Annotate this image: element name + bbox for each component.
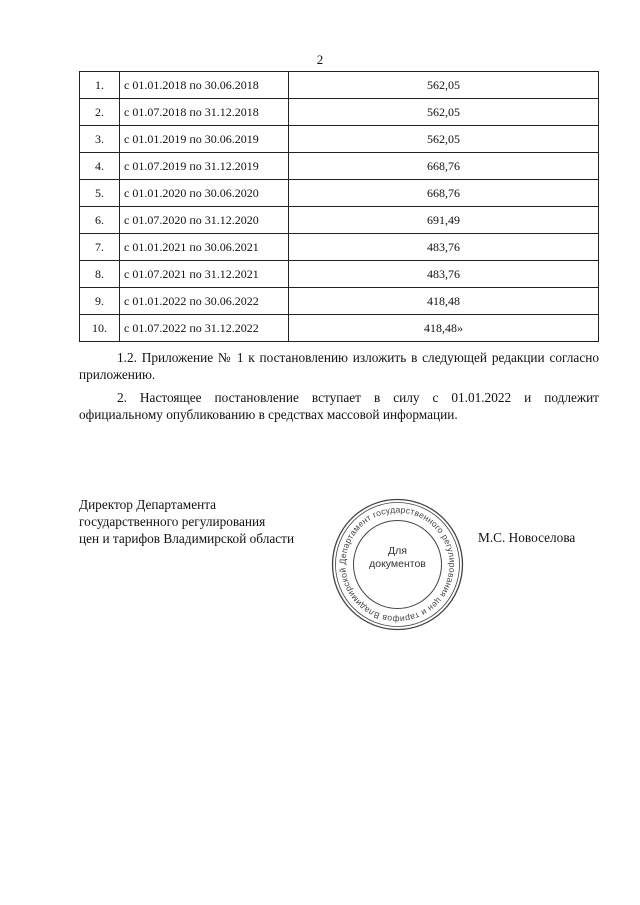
row-value: 418,48»: [289, 315, 599, 342]
row-period: с 01.01.2020 по 30.06.2020: [120, 180, 289, 207]
official-stamp: [330, 497, 465, 632]
row-period: с 01.01.2022 по 30.06.2022: [120, 288, 289, 315]
row-number: 10.: [80, 315, 120, 342]
signature-title-line: Директор Департамента: [79, 497, 217, 512]
row-period: с 01.07.2021 по 31.12.2021: [120, 261, 289, 288]
row-period: с 01.07.2018 по 31.12.2018: [120, 99, 289, 126]
row-number: 6.: [80, 207, 120, 234]
row-period: с 01.01.2018 по 30.06.2018: [120, 72, 289, 99]
stamp-center-line: документов: [369, 558, 426, 570]
paragraph-effective-date: 2. Настоящее постановление вступает в силу с 01.01.2022 и подлежит официальному опубликованию в средствах массовой информации.: [79, 390, 599, 422]
stamp-center-line: Для: [388, 545, 407, 557]
stamp-center-text: [355, 545, 440, 571]
signature-title: [79, 496, 294, 547]
row-value: 562,05: [289, 126, 599, 153]
row-value: 691,49: [289, 207, 599, 234]
table-row: [80, 72, 599, 99]
row-number: 4.: [80, 153, 120, 180]
table-row: [80, 180, 599, 207]
row-period: с 01.07.2020 по 31.12.2020: [120, 207, 289, 234]
signature-title-line: цен и тарифов Владимирской области: [79, 531, 295, 546]
table-row: [80, 207, 599, 234]
row-value: 483,76: [289, 261, 599, 288]
table-row: [80, 288, 599, 315]
row-number: 2.: [80, 99, 120, 126]
row-value: 668,76: [289, 153, 599, 180]
signature-title-line: государственного регулирования: [79, 514, 266, 529]
table-row: [80, 234, 599, 261]
signer-name: М.С. Новоселова: [478, 530, 576, 545]
row-number: 8.: [80, 261, 120, 288]
stamp-ring-text: Департамент государственного регулирования цен и тарифов Владимирской: [337, 504, 458, 625]
row-number: 5.: [80, 180, 120, 207]
row-number: 1.: [80, 72, 120, 99]
row-value: 483,76: [289, 234, 599, 261]
table-row: [80, 153, 599, 180]
table-row: [80, 99, 599, 126]
row-period: с 01.07.2022 по 31.12.2022: [120, 315, 289, 342]
row-number: 7.: [80, 234, 120, 261]
table-row: [80, 315, 599, 342]
tariff-table: [79, 71, 599, 342]
row-value: 668,76: [289, 180, 599, 207]
table-row: [80, 261, 599, 288]
row-period: с 01.01.2021 по 30.06.2021: [120, 234, 289, 261]
row-number: 3.: [80, 126, 120, 153]
row-value: 562,05: [289, 99, 599, 126]
paragraph-amendment: 1.2. Приложение № 1 к постановлению изложить в следующей редакции согласно приложению.: [79, 350, 599, 382]
row-number: 9.: [80, 288, 120, 315]
table-row: [80, 126, 599, 153]
row-value: 562,05: [289, 72, 599, 99]
row-period: с 01.01.2019 по 30.06.2019: [120, 126, 289, 153]
row-value: 418,48: [289, 288, 599, 315]
row-period: с 01.07.2019 по 31.12.2019: [120, 153, 289, 180]
page-number: 2: [316, 52, 324, 67]
